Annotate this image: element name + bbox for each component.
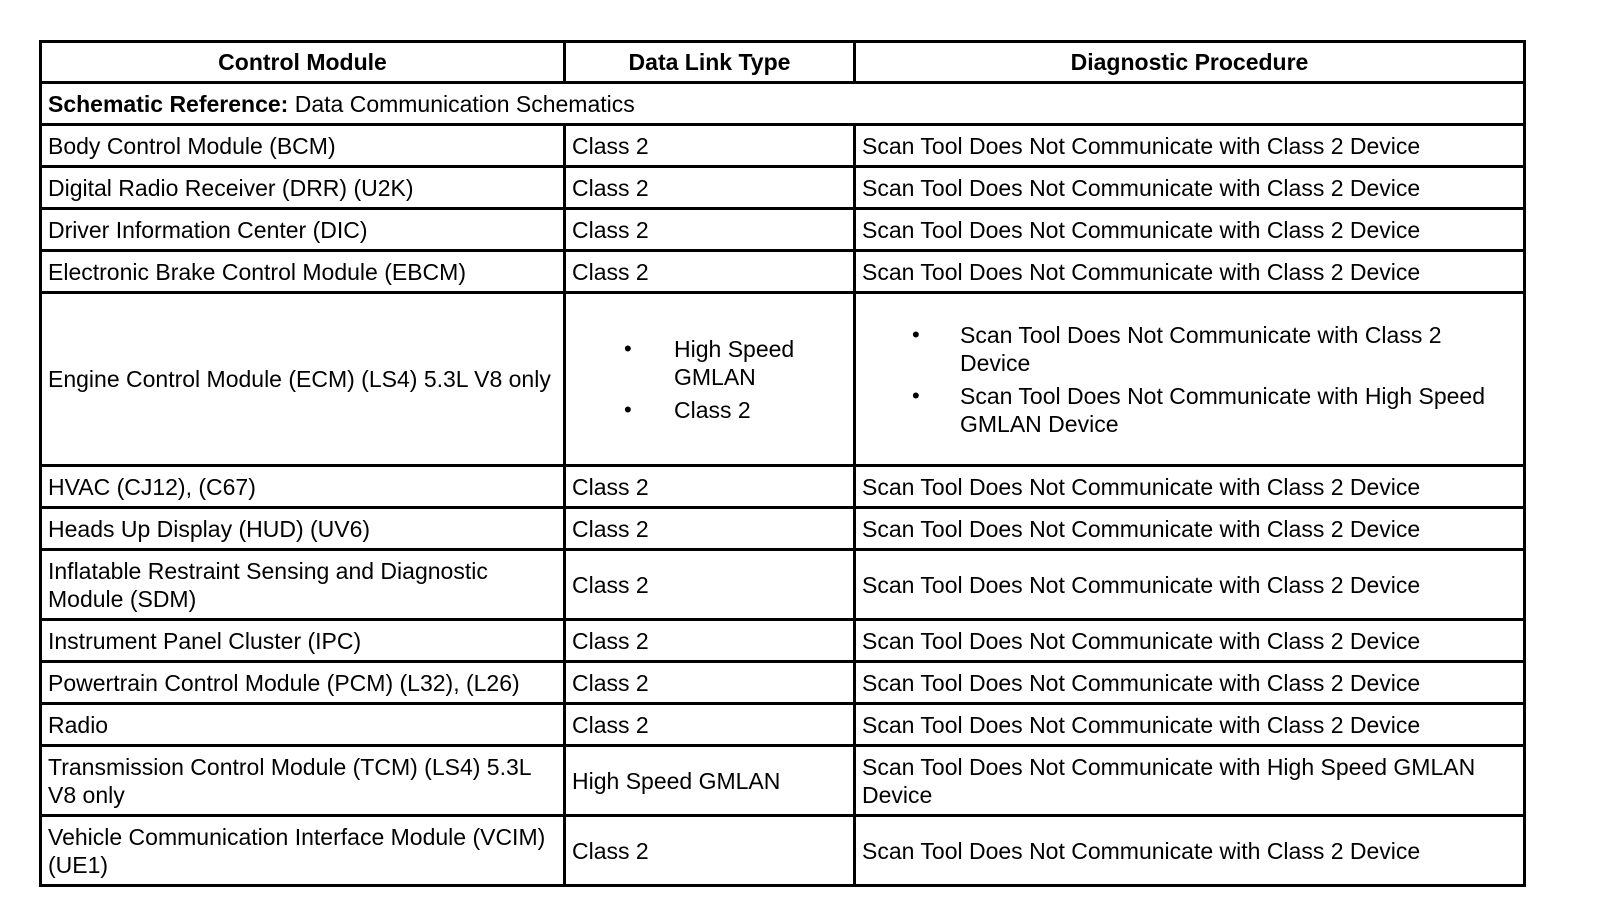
schematic-reference-cell [41,83,1525,125]
procedure-list [862,321,1517,438]
procedure-link[interactable]: Scan Tool Does Not Communicate with Class 2 Device [855,167,1525,209]
table-row [41,704,1525,746]
module-cell: Electronic Brake Control Module (EBCM) [41,251,565,293]
module-cell: Radio [41,704,565,746]
table-row [41,550,1525,620]
procedure-link[interactable]: Scan Tool Does Not Communicate with Class 2 Device [855,816,1525,886]
diagnostic-table-container [39,40,1523,887]
link-type-cell: Class 2 [565,662,855,704]
header-data-link-type: Data Link Type [565,42,855,83]
link-type-cell: Class 2 [565,209,855,251]
link-type-cell: Class 2 [565,816,855,886]
link-type-cell: Class 2 [565,704,855,746]
link-type-cell: Class 2 [565,508,855,550]
procedure-link[interactable]: Scan Tool Does Not Communicate with Class 2 Device [855,620,1525,662]
procedure-link[interactable]: Scan Tool Does Not Communicate with Class 2 Device [855,209,1525,251]
control-module-table [39,40,1526,887]
table-row [41,125,1525,167]
link-type-list [572,335,847,424]
module-cell: Digital Radio Receiver (DRR) (U2K) [41,167,565,209]
list-item: • High Speed GMLAN [572,335,847,391]
table-row [41,209,1525,251]
link-type-cell: Class 2 [565,466,855,508]
link-type-cell: Class 2 [565,251,855,293]
link-type-cell [565,293,855,466]
header-row [41,42,1525,83]
procedure-link[interactable]: • Scan Tool Does Not Communicate with High Speed GMLAN Device [862,382,1517,438]
header-control-module: Control Module [41,42,565,83]
module-cell: Vehicle Communication Interface Module (VCIM) (UE1) [41,816,565,886]
module-cell: Driver Information Center (DIC) [41,209,565,251]
procedure-link[interactable]: Scan Tool Does Not Communicate with Class 2 Device [855,251,1525,293]
list-item: • Class 2 [572,396,847,424]
procedure-link[interactable]: • Scan Tool Does Not Communicate with Class 2 Device [862,321,1517,377]
module-cell: HVAC (CJ12), (C67) [41,466,565,508]
procedure-link[interactable]: Scan Tool Does Not Communicate with Class 2 Device [855,125,1525,167]
table-row [41,293,1525,466]
header-diagnostic-procedure: Diagnostic Procedure [855,42,1525,83]
module-cell: Powertrain Control Module (PCM) (L32), (L26) [41,662,565,704]
module-cell: Heads Up Display (HUD) (UV6) [41,508,565,550]
table-row [41,662,1525,704]
module-cell: Inflatable Restraint Sensing and Diagnostic Module (SDM) [41,550,565,620]
table-row [41,816,1525,886]
module-cell: Instrument Panel Cluster (IPC) [41,620,565,662]
procedure-link[interactable]: Scan Tool Does Not Communicate with Class 2 Device [855,662,1525,704]
table-row [41,466,1525,508]
table-row [41,620,1525,662]
link-type-cell: Class 2 [565,167,855,209]
schematic-reference-row [41,83,1525,125]
link-type-cell: High Speed GMLAN [565,746,855,816]
module-cell: Transmission Control Module (TCM) (LS4) 5.3L V8 only [41,746,565,816]
module-cell: Body Control Module (BCM) [41,125,565,167]
link-type-cell: Class 2 [565,125,855,167]
module-cell: Engine Control Module (ECM) (LS4) 5.3L V8 only [41,293,565,466]
schematic-reference-value: Data Communication Schematics [288,90,635,117]
link-type-cell: Class 2 [565,550,855,620]
table-row [41,746,1525,816]
procedure-link[interactable]: Scan Tool Does Not Communicate with Class 2 Device [855,550,1525,620]
table-row [41,508,1525,550]
procedure-link[interactable]: Scan Tool Does Not Communicate with Class 2 Device [855,704,1525,746]
procedure-link[interactable]: Scan Tool Does Not Communicate with Class 2 Device [855,466,1525,508]
link-type-cell: Class 2 [565,620,855,662]
table-row [41,251,1525,293]
procedure-link[interactable]: Scan Tool Does Not Communicate with High Speed GMLAN Device [855,746,1525,816]
schematic-reference-label: Schematic Reference: [48,90,289,117]
procedure-link[interactable]: Scan Tool Does Not Communicate with Class 2 Device [855,508,1525,550]
procedure-cell [855,293,1525,466]
table-row [41,167,1525,209]
